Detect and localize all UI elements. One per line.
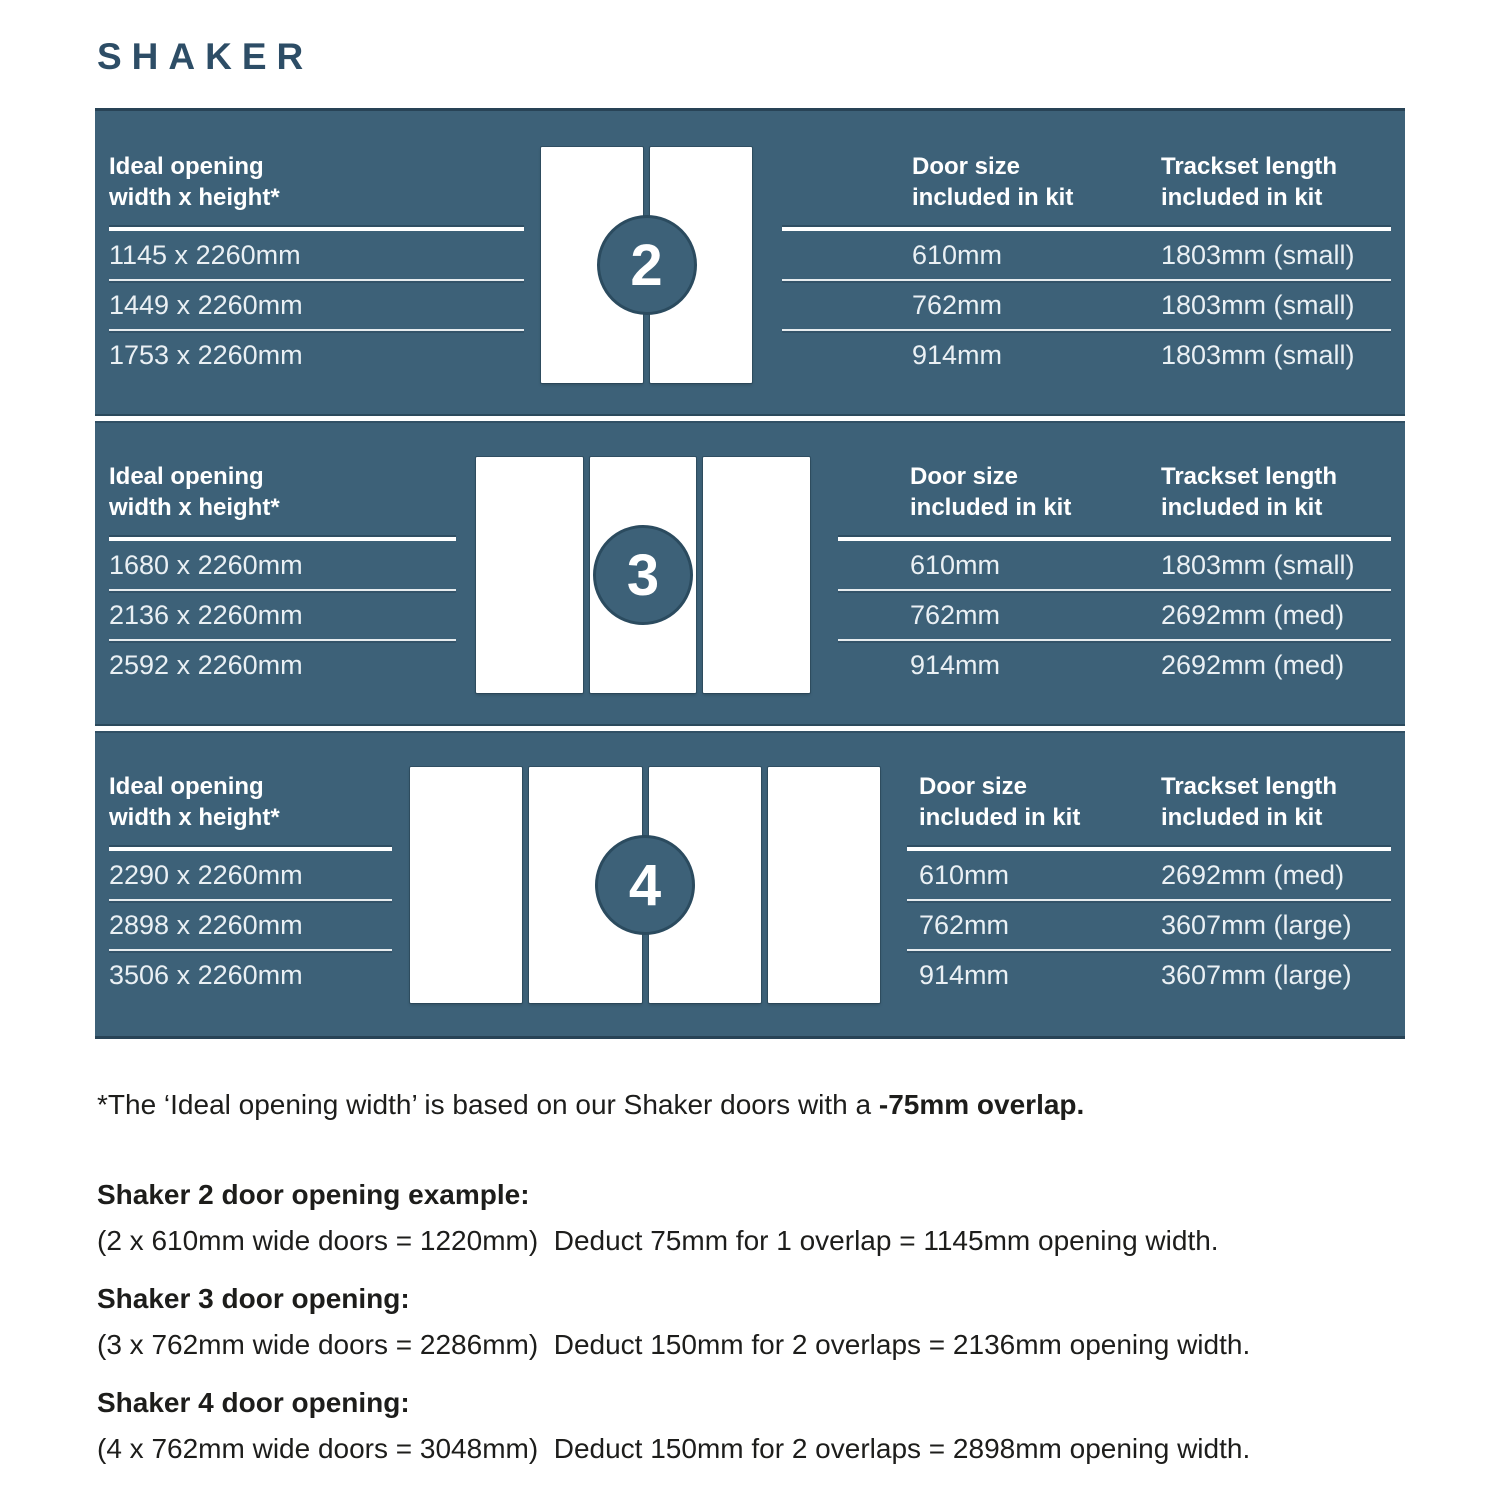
door-size-header: [907, 771, 1146, 833]
door-size-value: 914mm: [919, 959, 1010, 990]
ideal-opening-header-line1: Ideal opening: [109, 773, 264, 800]
door-size-value: 610mm: [912, 239, 1003, 270]
ideal-opening-header-line1: Ideal opening: [109, 153, 264, 180]
ideal-opening-rows: [109, 851, 392, 999]
kit-columns: [838, 421, 1391, 726]
trackset-value: 2692mm (med): [1161, 859, 1345, 890]
trackset-value: 3607mm (large): [1161, 909, 1352, 940]
ideal-opening-header-line2: width x height*: [109, 494, 280, 521]
ideal-opening-rows: [109, 231, 524, 379]
footnote: [97, 1089, 1405, 1121]
example-body-3-door: (3 x 762mm wide doors = 2286mm) Deduct 150mm for 2 overlaps = 2136mm opening width.: [97, 1329, 1251, 1360]
example-body-4-door: (4 x 762mm wide doors = 3048mm) Deduct 150mm for 2 overlaps = 2898mm opening width.: [97, 1433, 1251, 1464]
door-count-badge: 2: [597, 215, 697, 315]
opening-size-value: 1145 x 2260mm: [109, 239, 301, 270]
kit-rows: [782, 231, 1391, 379]
kit-row: [838, 589, 1391, 639]
opening-size-value: 2898 x 2260mm: [109, 899, 392, 949]
kit-row: [782, 279, 1391, 329]
opening-size-value: 3506 x 2260mm: [109, 949, 392, 999]
trackset-value: 2692mm (med): [1161, 649, 1345, 680]
kit-rows: [907, 851, 1391, 999]
trackset-header-line1: Trackset length: [1161, 773, 1338, 800]
trackset-header-line2: included in kit: [1161, 184, 1323, 211]
kit-row: [907, 851, 1391, 899]
example-body-2-door: (2 x 610mm wide doors = 1220mm) Deduct 75mm for 1 overlap = 1145mm opening width.: [97, 1225, 1219, 1256]
trackset-header-line2: included in kit: [1161, 494, 1323, 521]
door-size-value: 914mm: [910, 649, 1001, 680]
ideal-opening-column: [109, 421, 456, 726]
trackset-value: 3607mm (large): [1161, 959, 1352, 990]
trackset-header: [1146, 461, 1391, 523]
kit-row: [838, 541, 1391, 589]
kit-row: [907, 949, 1391, 999]
kit-columns: [907, 731, 1391, 1036]
trackset-header: [1146, 151, 1391, 213]
kit-row: [782, 231, 1391, 279]
example-heading-3-door: Shaker 3 door opening:: [97, 1283, 410, 1314]
door-size-value: 914mm: [912, 339, 1003, 370]
trackset-header-line2: included in kit: [1161, 804, 1323, 831]
notes-block: [97, 1089, 1405, 1465]
door-size-header: [838, 461, 1146, 523]
opening-size-value: 2592 x 2260mm: [109, 639, 456, 689]
door-panel: [703, 457, 810, 693]
door-panel: [476, 457, 583, 693]
size-chart-panel: [95, 108, 1405, 1039]
section-2-door: [95, 111, 1405, 416]
trackset-header: [1146, 771, 1391, 833]
ideal-opening-header: [109, 151, 524, 213]
door-size-value: 762mm: [919, 909, 1010, 940]
section-4-door: [95, 731, 1405, 1036]
footnote-text: *The ‘Ideal opening width’ is based on our Shaker doors with a: [97, 1089, 879, 1120]
door-size-header-line1: Door size: [910, 463, 1019, 490]
door-count-badge: 4: [595, 835, 695, 935]
door-panel: [768, 767, 880, 1003]
trackset-value: 1803mm (small): [1161, 339, 1355, 370]
door-diagram-3: [476, 421, 810, 726]
page-title: SHAKER: [97, 36, 314, 77]
kit-rows: [838, 541, 1391, 689]
ideal-opening-column: [109, 731, 392, 1036]
kit-headers: [838, 421, 1391, 523]
door-size-header: [782, 151, 1146, 213]
trackset-header-line1: Trackset length: [1161, 463, 1338, 490]
opening-size-value: 1680 x 2260mm: [109, 549, 303, 580]
ideal-opening-header: [109, 771, 392, 833]
trackset-value: 1803mm (small): [1161, 289, 1355, 320]
door-size-header-line2: included in kit: [910, 494, 1072, 521]
kit-columns: [782, 111, 1391, 416]
opening-size-value: 2136 x 2260mm: [109, 589, 456, 639]
kit-row: [907, 899, 1391, 949]
ideal-opening-header: [109, 461, 456, 523]
trackset-value: 2692mm (med): [1161, 599, 1345, 630]
example-heading-2-door: Shaker 2 door opening example:: [97, 1179, 530, 1210]
opening-size-value: 2290 x 2260mm: [109, 859, 303, 890]
ideal-opening-header-line2: width x height*: [109, 804, 280, 831]
ideal-opening-column: [109, 111, 524, 416]
door-panel: [410, 767, 522, 1003]
door-size-header-line2: included in kit: [912, 184, 1074, 211]
door-size-value: 610mm: [910, 549, 1001, 580]
kit-headers: [782, 111, 1391, 213]
door-size-header-line1: Door size: [919, 773, 1028, 800]
kit-row: [782, 329, 1391, 379]
footnote-bold: -75mm overlap.: [878, 1089, 1085, 1120]
ideal-opening-header-line1: Ideal opening: [109, 463, 264, 490]
trackset-value: 1803mm (small): [1161, 549, 1355, 580]
door-size-header-line1: Door size: [912, 153, 1021, 180]
opening-size-value: 1753 x 2260mm: [109, 329, 524, 379]
kit-headers: [907, 731, 1391, 833]
door-count-badge: 3: [593, 525, 693, 625]
trackset-value: 1803mm (small): [1161, 239, 1355, 270]
example-heading-4-door: Shaker 4 door opening:: [97, 1387, 410, 1418]
opening-size-value: 1449 x 2260mm: [109, 279, 524, 329]
ideal-opening-header-line2: width x height*: [109, 184, 280, 211]
door-diagram-2: [541, 111, 752, 416]
door-size-value: 610mm: [919, 859, 1010, 890]
section-3-door: [95, 421, 1405, 726]
ideal-opening-rows: [109, 541, 456, 689]
door-size-header-line2: included in kit: [919, 804, 1081, 831]
door-size-value: 762mm: [912, 289, 1003, 320]
door-size-value: 762mm: [910, 599, 1001, 630]
door-diagram-4: [410, 731, 880, 1036]
kit-row: [838, 639, 1391, 689]
trackset-header-line1: Trackset length: [1161, 153, 1338, 180]
